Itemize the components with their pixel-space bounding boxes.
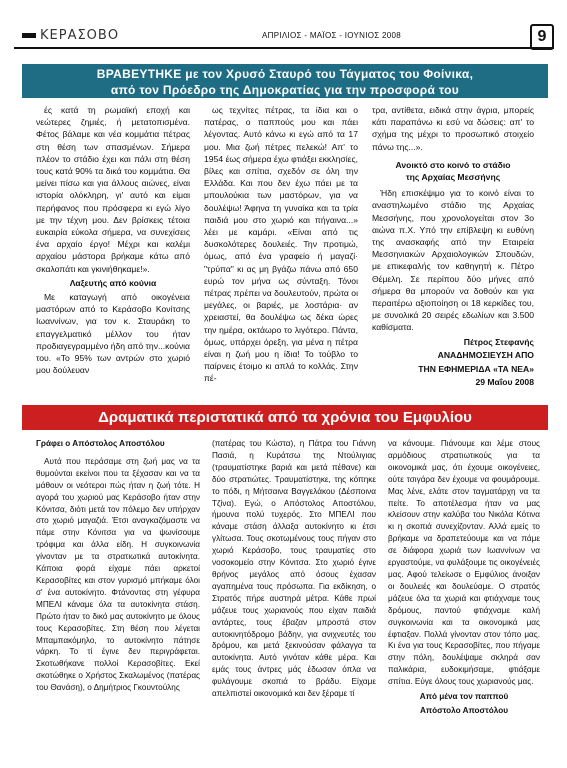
article1-paragraph: Ήδη επισκέψιμο για το κοινό είναι το αναστηλωμένο στάδιο της Αρχαίας Μεσσήνης, που χρονολογείται στον 3ο αιώνα π.Χ. Υπό την επίβλεψη κι ευθύνη της ανασκαφής από την Εταιρεία Μεσσηνιακών Αρχαιολογικών Σπουδών, με επικεφαλής τον καθηγητή κ. Πέτρο Θέμελη. Σε περίπου δύο μήνες από σήμερα θα μπορούν να δοθούν και για περαιτέρω αξιοποίηση οι 18 κερκίδες του, με συνολικά 20 σειρές εδωλίων και 3.500 καθίσματα. [372, 188, 534, 333]
page-header [14, 28, 554, 46]
article2-column-3 [388, 438, 540, 718]
article2-signoff-line2: Απόστολο Αποστόλου [419, 705, 509, 715]
page-number: 9 [530, 24, 554, 50]
article1-headline [22, 64, 548, 98]
article1-paragraph: ως τεχνίτες πέτρας, τα ίδια και ο πατέρας, ο παππούς μου και πάει λέγοντας. Αυτό κάνω κι εγώ από τα 17 μου. Μια ζωή πέτρες πελεκώ! Απ' το 1954 έως σήμερα έχω φτιάξει εκκλησίες, βίλες και σπίτια, σχεδόν σε όλη την Ελλάδα. Και που δεν έχω πάει με τα μπουλούκια των μαστόρων, για να δουλέψω! Άφηνα τη γυναίκα και τα τρία παιδιά μου στο χωριό και πήγαινα...» λέει με καμάρι. «Είναι από τις δυσκολότερες δουλειές. Την προτιμώ, όμως, από ένα γραφείο ή μαγαζί· "τρύπα" κι ας μη βγάζω πάνω από 650 ευρώ τον μήνα ως σύνταξη. Τόνοι πέτρας πρέπει να δουλευτούν, πρώτα οι μεγάλες, οι βαριές, με λοστάρια· αν χρειαστεί, θα δουλέψω ως δέκα ώρες την ημέρα, οκτάωρο το λιγότερο. Πάντα, όμως, υπάρχει όρεξη, για μένα η πέτρα είναι η ζωή μου η ίδια! Το τούβλο το παίρνεις έτοιμο κι απλά το κολλάς. Στην πέ- [204, 105, 358, 384]
article1-column-2 [204, 104, 358, 387]
article2-column-2 [212, 438, 376, 702]
article1-headline-line2: από τον Πρόεδρο της Δημοκρατίας για την προσφορά του [110, 83, 460, 97]
masthead-bar-icon [22, 33, 36, 38]
article1-paragraph: Με καταγωγή από οικογένεια μαστόρων από το Κεράσοβο Κονίτσης Ιωαννίνων, για τον κ. Σταυράκη το επαγγελματικό μέλλον του ήταν προδιαγεγραμμένο ήδη από την...κούνια του. «Το 95% των αντρών στο χωριό μου δούλευαν [36, 292, 191, 376]
article1-subheading: Λαξευτής από κούνια [69, 277, 157, 288]
article1-author: Πέτρος Στεφανής [463, 336, 534, 347]
article1-source-line2: ΤΗΝ ΕΦΗΜΕΡΙΔΑ «ΤΑ ΝΕΑ» [418, 363, 534, 374]
article2-signoff-line1: Από μένα τον παππού [419, 692, 509, 702]
masthead-title: ΚΕΡΑΣΟΒΟ [40, 28, 120, 43]
article1-subheading-line1: Ανοικτό στο κοινό το στάδιο [395, 159, 511, 170]
header-divider [14, 47, 554, 49]
article1-subheading-line2: της Αρχαίας Μεσσήνης [405, 172, 501, 183]
article2-paragraph: να κάνουμε. Πιάνουμε και λέμε στους αρμόδιους στρατιωτικούς για τα οικονομικά μας, ότι έχουμε οικογένειες, ούτε τσιγάρα δεν έχουμε να φουμάρουμε. Μας λένε, ελάτε στον ταγματάρχη να τα πείτε. Το αποτέλεσμα ήταν να μας κλείσουν στην καλύβα του Νικόλα Κότινα κι η σκοπιά συνεχίζονταν. Αλλά εμείς το βρήκαμε να δραπετεύουμε και να πάμε σε διάφορα χωριά των Ιωαννίνων να εργαστούμε, να φυλάξουμε τις οικογένειές μας. Αφού τελείωσε ο Εμφύλιος άνοιξαν οι δουλειές και δουλεύαμε. Ο στρατός μάζευε όλα τα χωριά και φτιάχναμε τους δρόμους, παντού φτιάχναμε καλή συγκοινωνία και τα οικονομικά μας έφτιαξαν. Πολλά γίνονταν στον τόπο μας. Κι ένα για τους Κερασοβίτες, που πήγαμε στην πόλη, δουλέψαμε σκληρά σαν παλικάρια, ευδοκιμήσαμε, φτιάξαμε σπίτια. Εύγε όλους τους χωριανούς μας. [388, 439, 540, 687]
article2-paragraph: (πατέρας του Κώστα), η Πάτρα του Γιάννη Πασιά, η Κυράτσω της Ντούλιγιας (τραυματίστηκε βαριά και μετά πέθανε) και δύο στρατιώτες. Τραυματίστηκε, της κόπηκε το πόδι, η Μήτσαινα Βαγγελάκου (Δέσποινα Τζίνα). Εγώ, ο Απόστολος Αποστόλου, ήμουνα πολύ τυχερός. Στο ΜΠΕΛΙ που κάναμε στάση άλλαξα αυτοκίνητο κι έτσι γλίτωσα. Τους σκοτωμένους τους πήγαν στο χωριό Κεράσοβο, τους τραυματίες στο νοσοκομείο στην Κόνιτσα. Στο χωριό έγινε θρήνος μεγάλος από όσους έχασαν αγαπημένα τους πρόσωπα. Για εκδίκηση, ο Στρατός πήρε αυστηρά μέτρα. Κάθε πρωί μάζευε τους χωριανούς που είχαν παιδιά αντάρτες, τους έβαζαν μπροστά στον αυτοκινητόδρομο βάδην, για ανιχνευτές του δρόμου, και μετά ξεκινούσαν φάλαγγα τα αυτοκίνητα. Αυτό γινόταν κάθε μέρα. Και εμάς τους άντρες μάς έδωσαν όπλα να φυλάγουμε σκοπιά το βράδυ. Είχαμε απελπιστεί οικονομικά και δεν ξέραμε τί [212, 439, 376, 699]
article1-column-3 [372, 104, 534, 391]
article2-column-1 [36, 438, 200, 696]
article1-paragraph: ές κατά τη ρωμαϊκή εποχή και νεώτερες ζημιές, ή μετατοπισμένα. Φέτος βάλαμε και νέα κομμάτια πέτρας στη θέση των σπασμένων. Σήμερα πλέον το στάδιο έχει και πάλι στη θέση τους κατά 90% τα δικά του κομμάτια. Θα μείνει πίσω και για άλλους αιώνες, είναι ιστορία ολόκληρη, γι' αυτό και είμαι περήφανος που πρόσφερα κι εγώ λίγο με την τέχνη μου. Δεν βρίσκεις τέτοια ευκαιρία εύκολα σήμερα, να συνεχίσεις ένα αρχαίο έργο! Μέχρι και καλέμι αρχαίου μάστορα βρήκαμε κάτω από σκαλοπάτι και γκινιήθηκαμε!». [36, 105, 190, 274]
issue-date: ΑΠΡΙΛΙΟΣ - ΜΑΪΟΣ - ΙΟΥΝΙΟΣ 2008 [262, 31, 402, 40]
article2-headline: Δραματικά περιστατικά από τα χρόνια του Εμφυλίου [22, 405, 548, 430]
article1-date: 29 Μαΐου 2008 [475, 377, 534, 388]
masthead [22, 28, 119, 43]
article1-paragraph: τρα, αντίθετα, ειδικά στην άγρια, μπορείς κάτι παραπάνω κι εσύ να δώσεις: απ' το σχήμα της μέχρι το προσωπικό στοιχείο πάνω της...». [372, 105, 534, 152]
article2-paragraph: Αυτά που περάσαμε στη ζωή μας να τα θυμούνται εκείνοι που τα ξέχασαν και να τα μάθουν οι νεότεροι πώς ήταν η ζωή τότε. Η αγορά του χωριού μας Κεράσοβο ήταν στην Κόνιτσα, διότι μετά τον πόλεμο δεν υπήρχαν στο χωριό μαγαζιά. Έτσι αναγκαζόμαστε να πάμε στην Κόνιτσα για να ψωνίσουμε τρόφιμα και άλλα είδη. Η συγκοινωνία γίνονταν με τα στρατιωτικά αυτοκίνητα. Κάποια φορά είχαμε πάει αρκετοί Κερασοβίτες και στον γυρισμό μπήκαμε όλοι σ' ένα αυτοκίνητο. Φτάνοντας στη γέφυρα ΜΠΕΛΙ κάναμε όλα τα αυτοκίνητα στάση. Πρώτο ήταν το δικό μας αυτοκίνητο με όλους τους Κερασοβίτες. Στη θέση που λέγεται Μπαμπακόμηλο, το αυτοκίνητο πάτησε νάρκη. Το τί έγινε δεν περιγράφεται. Σκοτωθήκανε πολλοί Κερασοβίτες. Εκεί σκοτώθηκε ο Χρήστος Σκαλωμένος (πατέρας του Θανάση), ο Δημήτριος Γκουντούλης [36, 456, 200, 693]
article1-source-line1: ΑΝΑΔΗΜΟΣΙΕΥΣΗ ΑΠΟ [437, 350, 534, 361]
article2-byline: Γράφει ο Απόστολος Αποστόλου [36, 439, 165, 448]
article1-headline-line1: ΒΡΑΒΕΥΤΗΚΕ με τον Χρυσό Σταυρό του Τάγματος του Φοίνικα, [96, 67, 474, 81]
article1-column-1 [36, 104, 190, 378]
